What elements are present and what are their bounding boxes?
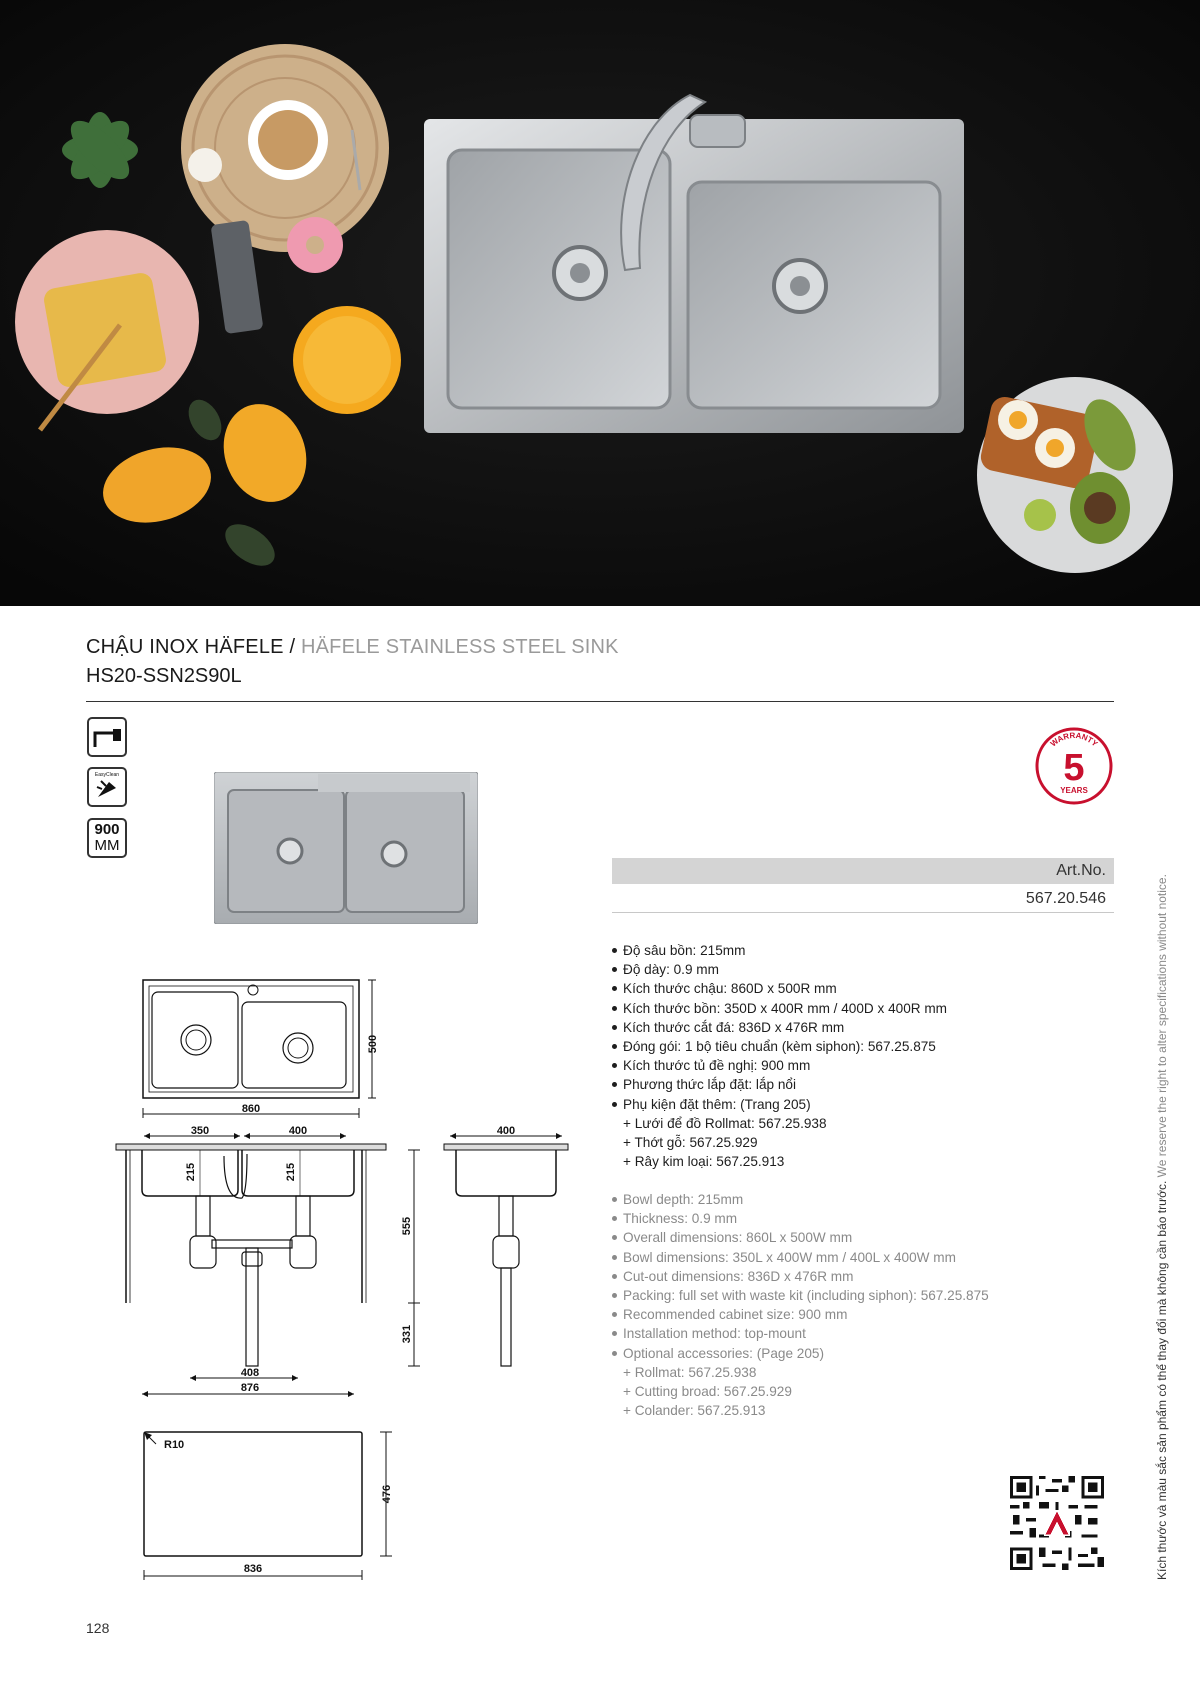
qr-code[interactable] xyxy=(1010,1476,1104,1570)
spec-item: Thickness: 0.9 mm xyxy=(612,1209,1112,1228)
specs-english xyxy=(612,1190,1112,1420)
drawing-top-view xyxy=(130,968,390,1118)
spec-subitem: + Thớt gỗ: 567.25.929 xyxy=(623,1135,758,1151)
spec-item: Kích thước cắt đá: 836D x 476R mm xyxy=(612,1018,1112,1037)
spec-item: Recommended cabinet size: 900 mm xyxy=(612,1305,1112,1324)
side-note xyxy=(1152,855,1176,1580)
warranty-badge xyxy=(1034,726,1114,806)
spec-item: Bowl dimensions: 350L x 400W mm / 400L x 400W mm xyxy=(612,1248,1112,1267)
spec-item: Phương thức lắp đặt: lắp nổi xyxy=(612,1075,1112,1094)
hero-product-photo xyxy=(0,0,1200,606)
warranty-years-label: YEARS xyxy=(1060,786,1088,795)
spec-item: Kích thước tủ đề nghị: 900 mm xyxy=(612,1056,1112,1075)
dim-bowl-left: 350 xyxy=(190,1125,210,1137)
title-vietnamese: CHẬU INOX HÄFELE xyxy=(86,636,284,658)
hero-sink xyxy=(424,95,964,433)
drawing-side-view xyxy=(440,1122,572,1370)
dim-drain-span: 408 xyxy=(240,1367,260,1379)
spec-item: Installation method: top-mount xyxy=(612,1324,1112,1343)
drawing-front-view xyxy=(112,1120,432,1400)
cabinet-size-unit: MM xyxy=(94,837,120,854)
product-title-block xyxy=(86,636,1114,688)
spec-item: Optional accessories: (Page 205) xyxy=(612,1344,1112,1363)
spec-subitem: + Lưới để đồ Rollmat: 567.25.938 xyxy=(623,1115,827,1131)
succulent xyxy=(62,112,138,188)
warranty-label: WARRANTY xyxy=(1048,730,1100,749)
dim-bowl-depth-right: 215 xyxy=(285,1162,297,1182)
dim-bowl-right: 400 xyxy=(288,1125,308,1137)
product-top-photo xyxy=(214,772,478,924)
spec-item: Kích thước bồn: 350D x 400R mm / 400D x 400R mm xyxy=(612,999,1112,1018)
dim-base-width: 876 xyxy=(240,1382,260,1394)
spec-item: Cut-out dimensions: 836D x 476R mm xyxy=(612,1267,1112,1286)
art-no-header: Art.No. xyxy=(612,858,1114,884)
dim-top-depth: 500 xyxy=(367,1034,379,1054)
spec-item: Độ sâu bồn: 215mm xyxy=(612,941,1112,960)
title-divider xyxy=(86,701,1114,702)
spec-item: Độ dày: 0.9 mm xyxy=(612,960,1112,979)
title-english: HÄFELE STAINLESS STEEL SINK xyxy=(300,636,619,658)
page-number: 128 xyxy=(86,1620,110,1636)
spec-subitem: + Rollmat: 567.25.938 xyxy=(623,1364,757,1380)
easyclean-label: EasyClean xyxy=(94,772,120,778)
dim-height-lower: 331 xyxy=(401,1324,413,1344)
drawing-cutout xyxy=(130,1422,400,1582)
easyclean-icon xyxy=(87,767,127,807)
spec-item: Đóng gói: 1 bộ tiêu chuẩn (kèm siphon): 567.25.875 xyxy=(612,1037,1112,1056)
spec-item: Bowl depth: 215mm xyxy=(612,1190,1112,1209)
dim-height-upper: 555 xyxy=(401,1216,413,1236)
faucet-hole-icon xyxy=(87,717,127,757)
spec-item: Kích thước chậu: 860D x 500R mm xyxy=(612,979,1112,998)
dim-bowl-depth-left: 215 xyxy=(185,1162,197,1182)
qr-logo-icon xyxy=(1044,1510,1070,1536)
spec-item: Overall dimensions: 860L x 500W mm xyxy=(612,1228,1112,1247)
spec-subitem: + Rây kim loại: 567.25.913 xyxy=(623,1154,785,1170)
model-number: HS20-SSN2S90L xyxy=(86,665,242,687)
spec-subitem: + Colander: 567.25.913 xyxy=(623,1403,766,1419)
dim-top-width: 860 xyxy=(241,1103,261,1115)
spec-subitem: + Cutting broad: 567.25.929 xyxy=(623,1384,792,1400)
specs-vietnamese xyxy=(612,941,1112,1171)
spec-item: Phụ kiện đặt thêm: (Trang 205) xyxy=(612,1095,1112,1114)
product-title xyxy=(86,636,1114,659)
dim-cutout-width: 836 xyxy=(243,1563,263,1575)
dim-cutout-radius: R10 xyxy=(164,1439,185,1451)
cabinet-size-icon xyxy=(87,818,127,858)
side-note-vietnamese: Kích thước và màu sắc sản phẩm có thể thay đổi mà không cần báo trước. xyxy=(1155,1180,1169,1580)
dim-cutout-depth: 476 xyxy=(381,1484,393,1504)
cabinet-size-value: 900 xyxy=(94,821,120,838)
art-no-value: 567.20.546 xyxy=(1025,890,1106,907)
side-note-english: We reserve the right to alter specifications without notice. xyxy=(1155,874,1169,1181)
dim-side-width: 400 xyxy=(496,1125,516,1137)
title-separator: / xyxy=(283,636,301,658)
side-siphon-drawing xyxy=(493,1196,519,1366)
art-no-divider xyxy=(612,912,1114,913)
warranty-years-number: 5 xyxy=(1063,747,1085,789)
spec-item: Packing: full set with waste kit (including siphon): 567.25.875 xyxy=(612,1286,1112,1305)
siphon-drawing xyxy=(190,1154,316,1366)
